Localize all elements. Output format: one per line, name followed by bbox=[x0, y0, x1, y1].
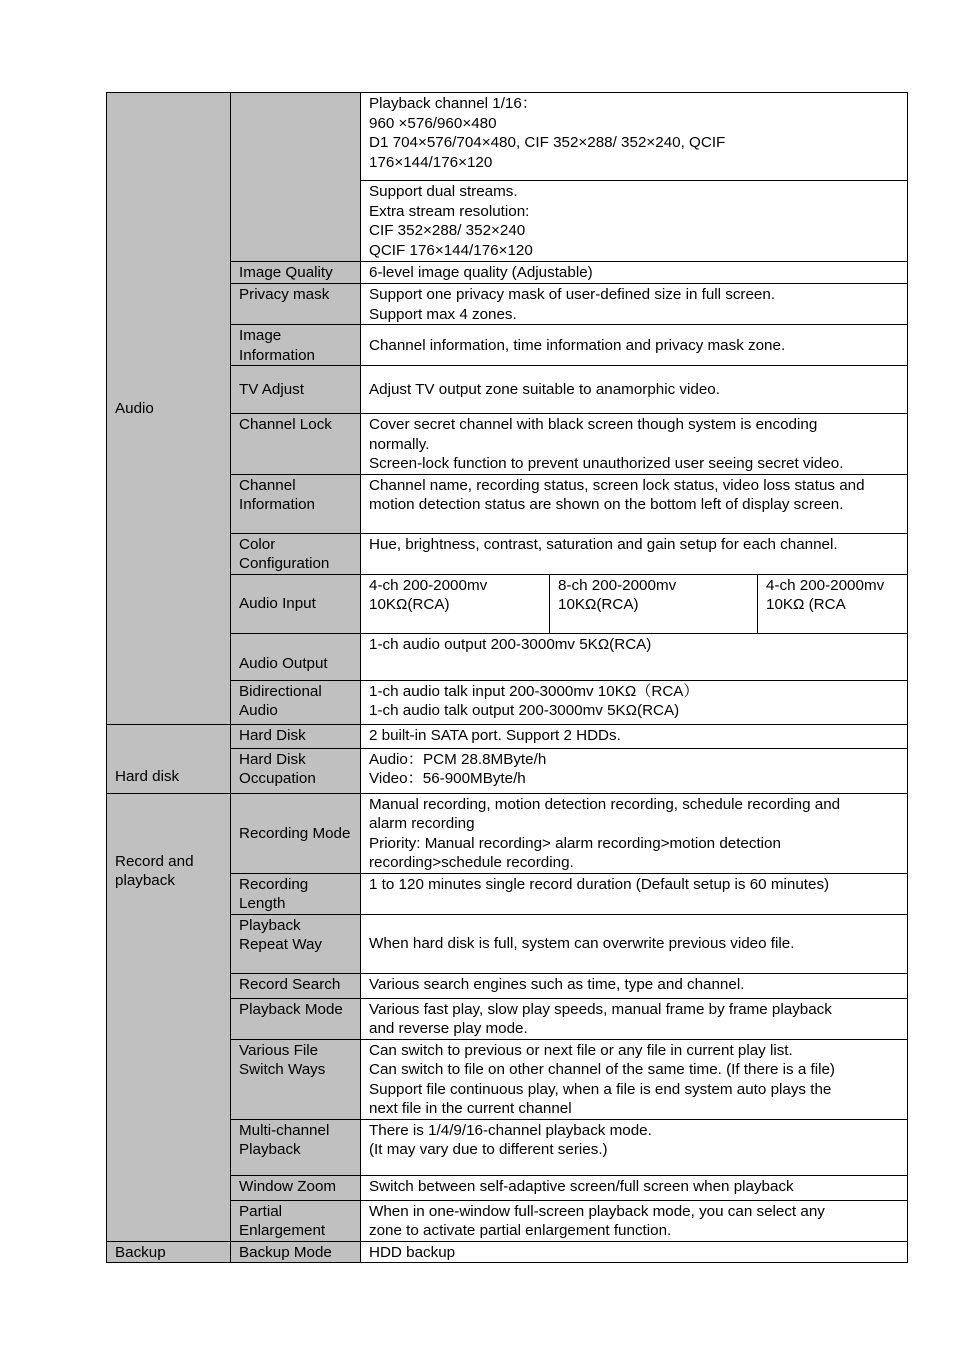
category-hard-disk-cell bbox=[107, 724, 231, 793]
value-text: Hue, brightness, contrast, saturation and gain setup for each channel. bbox=[369, 535, 838, 553]
subcategory-label: Backup Mode bbox=[239, 1243, 332, 1261]
subcategory-label: Hard Disk Occupation bbox=[239, 750, 316, 787]
value-cell bbox=[361, 633, 908, 680]
value-cell bbox=[361, 1241, 908, 1263]
value-text: 6-level image quality (Adjustable) bbox=[369, 264, 593, 281]
value-cell bbox=[361, 533, 908, 574]
spec-row bbox=[107, 93, 908, 181]
value-line: (It may vary due to different series.) bbox=[369, 1141, 608, 1158]
value-cell bbox=[361, 181, 908, 262]
value-line: Video：56-900MByte/h bbox=[369, 770, 526, 787]
subcategory-cell bbox=[231, 680, 361, 724]
value-line: Manual recording, motion detection recording, schedule recording and bbox=[369, 795, 841, 813]
value-line: Extra stream resolution: bbox=[369, 202, 530, 220]
audio-input-cell bbox=[361, 574, 550, 633]
subcategory-label: Recording Mode bbox=[239, 824, 351, 842]
subcategory-cell bbox=[231, 1119, 361, 1175]
value-cell bbox=[361, 748, 908, 793]
value-line: 176×144/176×120 bbox=[369, 153, 493, 171]
category-label: Record and playback bbox=[115, 852, 194, 889]
value-line: Screen-lock function to prevent unauthorized user seeing secret video. bbox=[369, 455, 844, 472]
subcategory-cell bbox=[231, 533, 361, 574]
value-cell bbox=[361, 93, 908, 181]
value-line: There is 1/4/9/16-channel playback mode. bbox=[369, 1121, 652, 1139]
value-cell bbox=[361, 998, 908, 1039]
value-text: 8-ch 200-2000mv 10KΩ(RCA) bbox=[558, 576, 677, 613]
subcategory-label: Multi-channel Playback bbox=[239, 1121, 330, 1158]
category-backup-cell bbox=[107, 1241, 231, 1263]
value-cell bbox=[361, 680, 908, 724]
subcategory-label: Color Configuration bbox=[239, 535, 330, 572]
value-line: D1 704×576/704×480, CIF 352×288/ 352×240, QCIF bbox=[369, 134, 726, 151]
value-line: alarm recording bbox=[369, 815, 475, 832]
spec-table bbox=[106, 92, 908, 1263]
subcategory-cell bbox=[231, 1175, 361, 1200]
audio-input-cell bbox=[758, 574, 908, 633]
subcategory-label: Bidirectional Audio bbox=[239, 682, 322, 719]
subcategory-label: Partial Enlargement bbox=[239, 1202, 326, 1239]
subcategory-label: Image Quality bbox=[239, 264, 333, 281]
subcategory-cell bbox=[231, 325, 361, 366]
subcategory-label: Audio Input bbox=[239, 595, 316, 613]
value-line: Support one privacy mask of user-defined size in full screen. bbox=[369, 286, 776, 303]
value-text: Various search engines such as time, type and channel. bbox=[369, 975, 745, 993]
value-line: recording>schedule recording. bbox=[369, 854, 574, 871]
value-cell bbox=[361, 1175, 908, 1200]
subcategory-label: Window Zoom bbox=[239, 1177, 337, 1195]
value-text: Channel name, recording status, screen lock status, video loss status and motion detection status are shown on the bottom left of display screen. bbox=[369, 476, 865, 513]
value-line: Support file continuous play, when a file is end system auto plays the bbox=[369, 1080, 832, 1098]
value-cell bbox=[361, 973, 908, 998]
value-line: QCIF 176×144/176×120 bbox=[369, 241, 533, 259]
value-text: 4-ch 200-2000mv 10KΩ (RCA bbox=[766, 576, 885, 613]
subcategory-label: Playback Mode bbox=[239, 1000, 343, 1018]
value-line: Can switch to file on other channel of the same time. (If there is a file) bbox=[369, 1061, 835, 1078]
subcategory-label: Image Information bbox=[239, 327, 315, 364]
value-cell bbox=[361, 1200, 908, 1241]
subcategory-label: Privacy mask bbox=[239, 286, 330, 303]
value-cell bbox=[361, 724, 908, 748]
subcategory-cell bbox=[231, 474, 361, 533]
value-line: normally. bbox=[369, 435, 430, 453]
value-text: 1 to 120 minutes single record duration (Default setup is 60 minutes) bbox=[369, 875, 830, 893]
subcategory-cell bbox=[231, 1241, 361, 1263]
subcategory-cell bbox=[231, 366, 361, 414]
category-audio-cell bbox=[107, 93, 231, 725]
value-line: next file in the current channel bbox=[369, 1100, 572, 1117]
value-cell bbox=[361, 414, 908, 475]
subcategory-cell bbox=[231, 793, 361, 873]
subcategory-label: Audio Output bbox=[239, 655, 328, 672]
value-line: Priority: Manual recording> alarm recording>motion detection bbox=[369, 834, 781, 852]
subcategory-label: Various File Switch Ways bbox=[239, 1041, 326, 1078]
value-line: Audio：PCM 28.8MByte/h bbox=[369, 750, 547, 768]
subcategory-label: Channel Lock bbox=[239, 416, 332, 433]
value-line: Playback channel 1/16： bbox=[369, 95, 538, 112]
value-cell bbox=[361, 262, 908, 284]
subcategory-cell bbox=[231, 973, 361, 998]
subcategory-cell bbox=[231, 748, 361, 793]
subcategory-cell bbox=[231, 998, 361, 1039]
value-text: When hard disk is full, system can overwrite previous video file. bbox=[369, 935, 795, 953]
subcategory-cell bbox=[231, 574, 361, 633]
subcategory-cell bbox=[231, 181, 361, 262]
category-record-cell bbox=[107, 793, 231, 1241]
subcategory-cell bbox=[231, 262, 361, 284]
value-cell bbox=[361, 873, 908, 914]
subcategory-label: Recording Length bbox=[239, 875, 309, 912]
value-cell bbox=[361, 914, 908, 973]
subcategory-cell bbox=[231, 93, 361, 181]
value-cell bbox=[361, 1039, 908, 1119]
value-cell bbox=[361, 793, 908, 873]
value-text: 1-ch audio output 200-3000mv 5KΩ(RCA) bbox=[369, 635, 652, 653]
value-line: Can switch to previous or next file or any file in current play list. bbox=[369, 1041, 793, 1059]
subcategory-cell bbox=[231, 284, 361, 325]
value-cell bbox=[361, 474, 908, 533]
value-text: HDD backup bbox=[369, 1243, 456, 1261]
subcategory-cell bbox=[231, 414, 361, 475]
value-cell bbox=[361, 1119, 908, 1175]
audio-input-cell bbox=[550, 574, 758, 633]
spec-row bbox=[107, 793, 908, 873]
value-text: 2 built-in SATA port. Support 2 HDDs. bbox=[369, 726, 621, 744]
value-line: Various fast play, slow play speeds, manual frame by frame playback bbox=[369, 1000, 832, 1018]
subcategory-cell bbox=[231, 1200, 361, 1241]
value-line: 1-ch audio talk output 200-3000mv 5KΩ(RCA) bbox=[369, 702, 680, 719]
spec-row bbox=[107, 724, 908, 748]
category-label: Backup bbox=[115, 1243, 166, 1261]
subcategory-label: Hard Disk bbox=[239, 726, 306, 744]
value-text: Adjust TV output zone suitable to anamorphic video. bbox=[369, 381, 720, 399]
value-line: zone to activate partial enlargement function. bbox=[369, 1222, 672, 1239]
value-cell bbox=[361, 366, 908, 414]
value-text: Channel information, time information and privacy mask zone. bbox=[369, 336, 786, 354]
value-line: 1-ch audio talk input 200-3000mv 10KΩ（RCA） bbox=[369, 682, 699, 700]
value-line: Support dual streams. bbox=[369, 183, 518, 200]
value-line: Support max 4 zones. bbox=[369, 305, 517, 323]
subcategory-cell bbox=[231, 914, 361, 973]
category-label: Audio bbox=[115, 400, 154, 417]
value-line: 960 ×576/960×480 bbox=[369, 114, 497, 132]
subcategory-label: Record Search bbox=[239, 975, 341, 993]
subcategory-cell bbox=[231, 633, 361, 680]
category-label: Hard disk bbox=[115, 768, 180, 785]
value-cell bbox=[361, 284, 908, 325]
value-text: Switch between self-adaptive screen/full screen when playback bbox=[369, 1177, 794, 1195]
subcategory-label: TV Adjust bbox=[239, 381, 304, 399]
spec-row bbox=[107, 1241, 908, 1263]
subcategory-label: Channel Information bbox=[239, 476, 315, 513]
value-cell bbox=[361, 325, 908, 366]
subcategory-label: Playback Repeat Way bbox=[239, 916, 323, 953]
value-line: and reverse play mode. bbox=[369, 1020, 528, 1037]
subcategory-cell bbox=[231, 1039, 361, 1119]
value-line: When in one-window full-screen playback mode, you can select any bbox=[369, 1202, 825, 1220]
value-text: 4-ch 200-2000mv 10KΩ(RCA) bbox=[369, 576, 488, 613]
value-line: Cover secret channel with black screen though system is encoding bbox=[369, 416, 818, 433]
subcategory-cell bbox=[231, 724, 361, 748]
subcategory-cell bbox=[231, 873, 361, 914]
value-line: CIF 352×288/ 352×240 bbox=[369, 222, 526, 239]
